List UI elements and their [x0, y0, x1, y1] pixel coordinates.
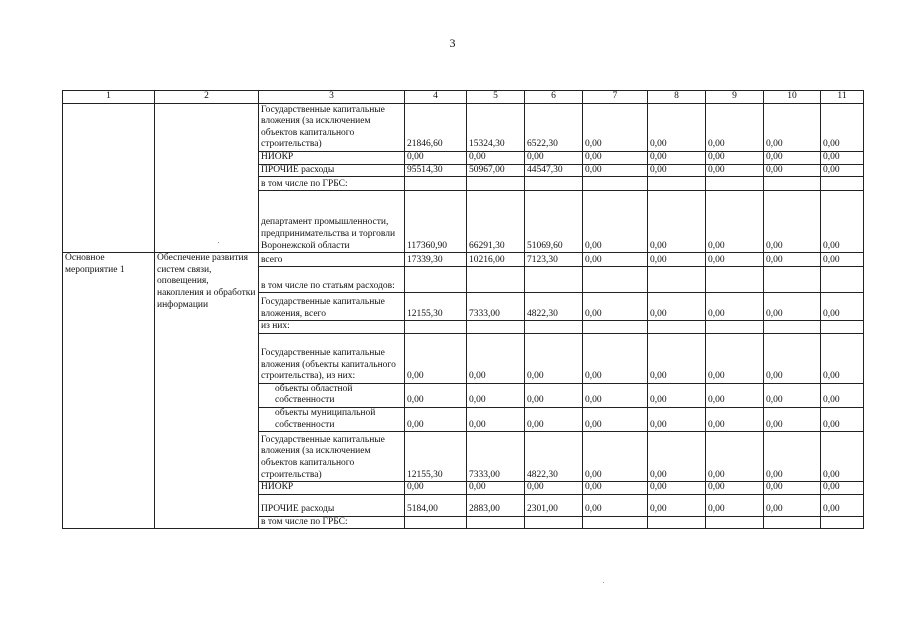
value-cell: 0,00	[467, 482, 525, 495]
row-label	[259, 407, 405, 431]
value-cell	[525, 321, 583, 334]
header-cell: 10	[764, 91, 821, 104]
row-label	[259, 152, 405, 165]
value-cell	[764, 267, 821, 293]
value-cell: 0,00	[583, 383, 648, 407]
value-cell: 0,00	[525, 333, 583, 383]
value-cell: 0,00	[706, 191, 764, 253]
value-cell: 50967,00	[467, 164, 525, 177]
value-cell: 6522,30	[525, 104, 583, 152]
row-label-text: НИОКР	[261, 152, 294, 162]
event-cell-empty	[63, 104, 155, 253]
value-cell: 5184,00	[405, 494, 467, 516]
value-cell: 0,00	[525, 383, 583, 407]
value-cell	[525, 177, 583, 191]
header-cell: 4	[405, 91, 467, 104]
value-cell: 0,00	[764, 383, 821, 407]
header-cell: 2	[155, 91, 259, 104]
value-cell: 0,00	[706, 152, 764, 165]
value-cell	[821, 516, 864, 529]
value-cell	[583, 267, 648, 293]
value-cell	[467, 516, 525, 529]
row-label-text: из них:	[261, 321, 290, 332]
value-cell: 0,00	[764, 432, 821, 482]
value-cell	[467, 267, 525, 293]
value-cell: 0,00	[467, 383, 525, 407]
row-label-text: Государственные капитальные вложения (объекты капитального строительства), из них:	[261, 348, 396, 382]
value-cell	[467, 177, 525, 191]
value-cell: 0,00	[583, 432, 648, 482]
row-label-text: в том числе по ГРБС:	[261, 178, 348, 189]
value-cell: 0,00	[764, 164, 821, 177]
value-cell: 0,00	[467, 407, 525, 431]
value-cell	[821, 267, 864, 293]
value-cell: 7333,00	[467, 432, 525, 482]
row-label	[259, 516, 405, 529]
row-label	[259, 494, 405, 516]
value-cell	[648, 267, 706, 293]
row-label	[259, 267, 405, 293]
page-number: 3	[449, 36, 456, 50]
value-cell: 0,00	[764, 191, 821, 253]
value-cell	[821, 321, 864, 334]
value-cell: 0,00	[405, 383, 467, 407]
value-cell: 0,00	[764, 253, 821, 267]
value-cell: 0,00	[583, 104, 648, 152]
value-cell: 0,00	[583, 191, 648, 253]
value-cell	[764, 177, 821, 191]
row-label-text: ПРОЧИЕ расходы	[261, 504, 335, 515]
value-cell: 0,00	[821, 104, 864, 152]
budget-table	[62, 90, 864, 529]
row-label	[259, 164, 405, 177]
value-cell	[405, 177, 467, 191]
value-cell: 0,00	[706, 494, 764, 516]
event-name: Основное мероприятие 1	[63, 253, 155, 529]
value-cell: 0,00	[764, 104, 821, 152]
value-cell: 4822,30	[525, 432, 583, 482]
value-cell: 0,00	[467, 152, 525, 165]
row-label-text: Государственные капитальные вложения (за исключением объектов капитального строительства)	[261, 104, 385, 150]
header-row	[63, 91, 864, 104]
value-cell: 0,00	[648, 494, 706, 516]
value-cell: 21846,60	[405, 104, 467, 152]
header-cell: 5	[467, 91, 525, 104]
row-label-text: в том числе по статьям расходов:	[261, 280, 395, 291]
value-cell	[648, 321, 706, 334]
value-cell: 0,00	[648, 333, 706, 383]
value-cell: 0,00	[706, 164, 764, 177]
value-cell: 95514,30	[405, 164, 467, 177]
value-cell: 0,00	[648, 407, 706, 431]
value-cell: 0,00	[583, 152, 648, 165]
value-cell: 117360,90	[405, 191, 467, 253]
value-cell	[648, 516, 706, 529]
value-cell: 0,00	[525, 152, 583, 165]
value-cell: 0,00	[821, 333, 864, 383]
value-cell: 0,00	[764, 482, 821, 495]
row-label	[259, 177, 405, 191]
value-cell	[764, 516, 821, 529]
row-label-text: в том числе по ГРБС:	[261, 516, 348, 527]
value-cell: 0,00	[525, 407, 583, 431]
value-cell: 10216,00	[467, 253, 525, 267]
value-cell: 0,00	[821, 164, 864, 177]
header-cell: 8	[648, 91, 706, 104]
value-cell	[525, 267, 583, 293]
value-cell: 0,00	[583, 333, 648, 383]
value-cell	[648, 177, 706, 191]
value-cell: 0,00	[706, 253, 764, 267]
value-cell: 0,00	[648, 152, 706, 165]
value-cell	[706, 267, 764, 293]
value-cell: 44547,30	[525, 164, 583, 177]
table-row	[63, 253, 864, 267]
row-label	[259, 482, 405, 495]
value-cell: 0,00	[648, 383, 706, 407]
value-cell: 0,00	[764, 293, 821, 321]
row-label	[259, 321, 405, 334]
value-cell: 0,00	[706, 482, 764, 495]
header-cell: 3	[259, 91, 405, 104]
row-label-text: департамент промышленности, предпринимательства и торговли Воронежской области	[261, 217, 396, 251]
value-cell: 0,00	[648, 191, 706, 253]
value-cell: 0,00	[583, 482, 648, 495]
header-cell: 9	[706, 91, 764, 104]
value-cell	[821, 177, 864, 191]
value-cell: 0,00	[821, 432, 864, 482]
value-cell	[583, 321, 648, 334]
value-cell: 0,00	[821, 191, 864, 253]
value-cell: 4822,30	[525, 293, 583, 321]
value-cell: 0,00	[648, 253, 706, 267]
value-cell: 0,00	[405, 152, 467, 165]
value-cell: 66291,30	[467, 191, 525, 253]
row-label	[259, 333, 405, 383]
value-cell	[525, 516, 583, 529]
value-cell	[583, 177, 648, 191]
value-cell: 0,00	[706, 293, 764, 321]
row-label	[259, 383, 405, 407]
value-cell: 0,00	[821, 482, 864, 495]
value-cell: 0,00	[583, 164, 648, 177]
description-cell-empty	[155, 104, 259, 253]
value-cell: 0,00	[648, 482, 706, 495]
row-label-text: объекты областной собственности	[275, 383, 353, 406]
value-cell: 0,00	[764, 152, 821, 165]
row-label-text: всего	[261, 254, 283, 265]
value-cell: 0,00	[405, 407, 467, 431]
row-label	[259, 191, 405, 253]
value-cell: 0,00	[764, 407, 821, 431]
table-row	[63, 104, 864, 152]
value-cell	[405, 516, 467, 529]
value-cell: 7333,00	[467, 293, 525, 321]
value-cell	[405, 321, 467, 334]
header-cell: 1	[63, 91, 155, 104]
value-cell: 0,00	[706, 432, 764, 482]
row-label	[259, 432, 405, 482]
value-cell: 15324,30	[467, 104, 525, 152]
value-cell: 0,00	[405, 333, 467, 383]
value-cell: 0,00	[764, 333, 821, 383]
value-cell: 0,00	[467, 333, 525, 383]
value-cell: 0,00	[821, 407, 864, 431]
value-cell: 7123,30	[525, 253, 583, 267]
value-cell	[583, 516, 648, 529]
value-cell: 0,00	[648, 104, 706, 152]
value-cell: 51069,60	[525, 191, 583, 253]
value-cell	[764, 321, 821, 334]
row-label-text: НИОКР	[261, 482, 294, 493]
header-cell: 6	[525, 91, 583, 104]
row-label-text: объекты муниципальной собственности	[275, 407, 376, 430]
value-cell: 0,00	[583, 407, 648, 431]
row-label-text: Государственные капитальные вложения (за исключением объектов капитального строительства)	[261, 434, 385, 480]
row-label	[259, 253, 405, 267]
value-cell: 0,00	[583, 293, 648, 321]
value-cell: 0,00	[821, 253, 864, 267]
value-cell: 0,00	[821, 293, 864, 321]
row-label-text: ПРОЧИЕ расходы	[261, 164, 335, 175]
value-cell	[706, 321, 764, 334]
row-label-text: Государственные капитальные вложения, всего	[261, 297, 385, 319]
header-cell: 7	[583, 91, 648, 104]
value-cell: 0,00	[648, 293, 706, 321]
value-cell: 12155,30	[405, 432, 467, 482]
value-cell: 0,00	[821, 383, 864, 407]
value-cell: 2883,00	[467, 494, 525, 516]
value-cell: 0,00	[525, 482, 583, 495]
value-cell	[706, 516, 764, 529]
header-cell: 11	[821, 91, 864, 104]
value-cell	[706, 177, 764, 191]
value-cell: 0,00	[706, 407, 764, 431]
event-description: Обеспечение развития систем связи, оповещения, накопления и обработки информации	[155, 253, 259, 529]
value-cell	[467, 321, 525, 334]
value-cell: 17339,30	[405, 253, 467, 267]
value-cell: 0,00	[821, 152, 864, 165]
value-cell: 0,00	[764, 494, 821, 516]
row-label	[259, 104, 405, 152]
value-cell: 0,00	[583, 253, 648, 267]
row-label	[259, 293, 405, 321]
value-cell: 0,00	[648, 164, 706, 177]
value-cell	[405, 267, 467, 293]
value-cell: 0,00	[405, 482, 467, 495]
value-cell: 0,00	[706, 333, 764, 383]
value-cell: 0,00	[648, 432, 706, 482]
value-cell: 0,00	[821, 494, 864, 516]
value-cell: 0,00	[583, 494, 648, 516]
value-cell: 0,00	[706, 383, 764, 407]
value-cell: 0,00	[706, 104, 764, 152]
value-cell: 2301,00	[525, 494, 583, 516]
value-cell: 12155,30	[405, 293, 467, 321]
